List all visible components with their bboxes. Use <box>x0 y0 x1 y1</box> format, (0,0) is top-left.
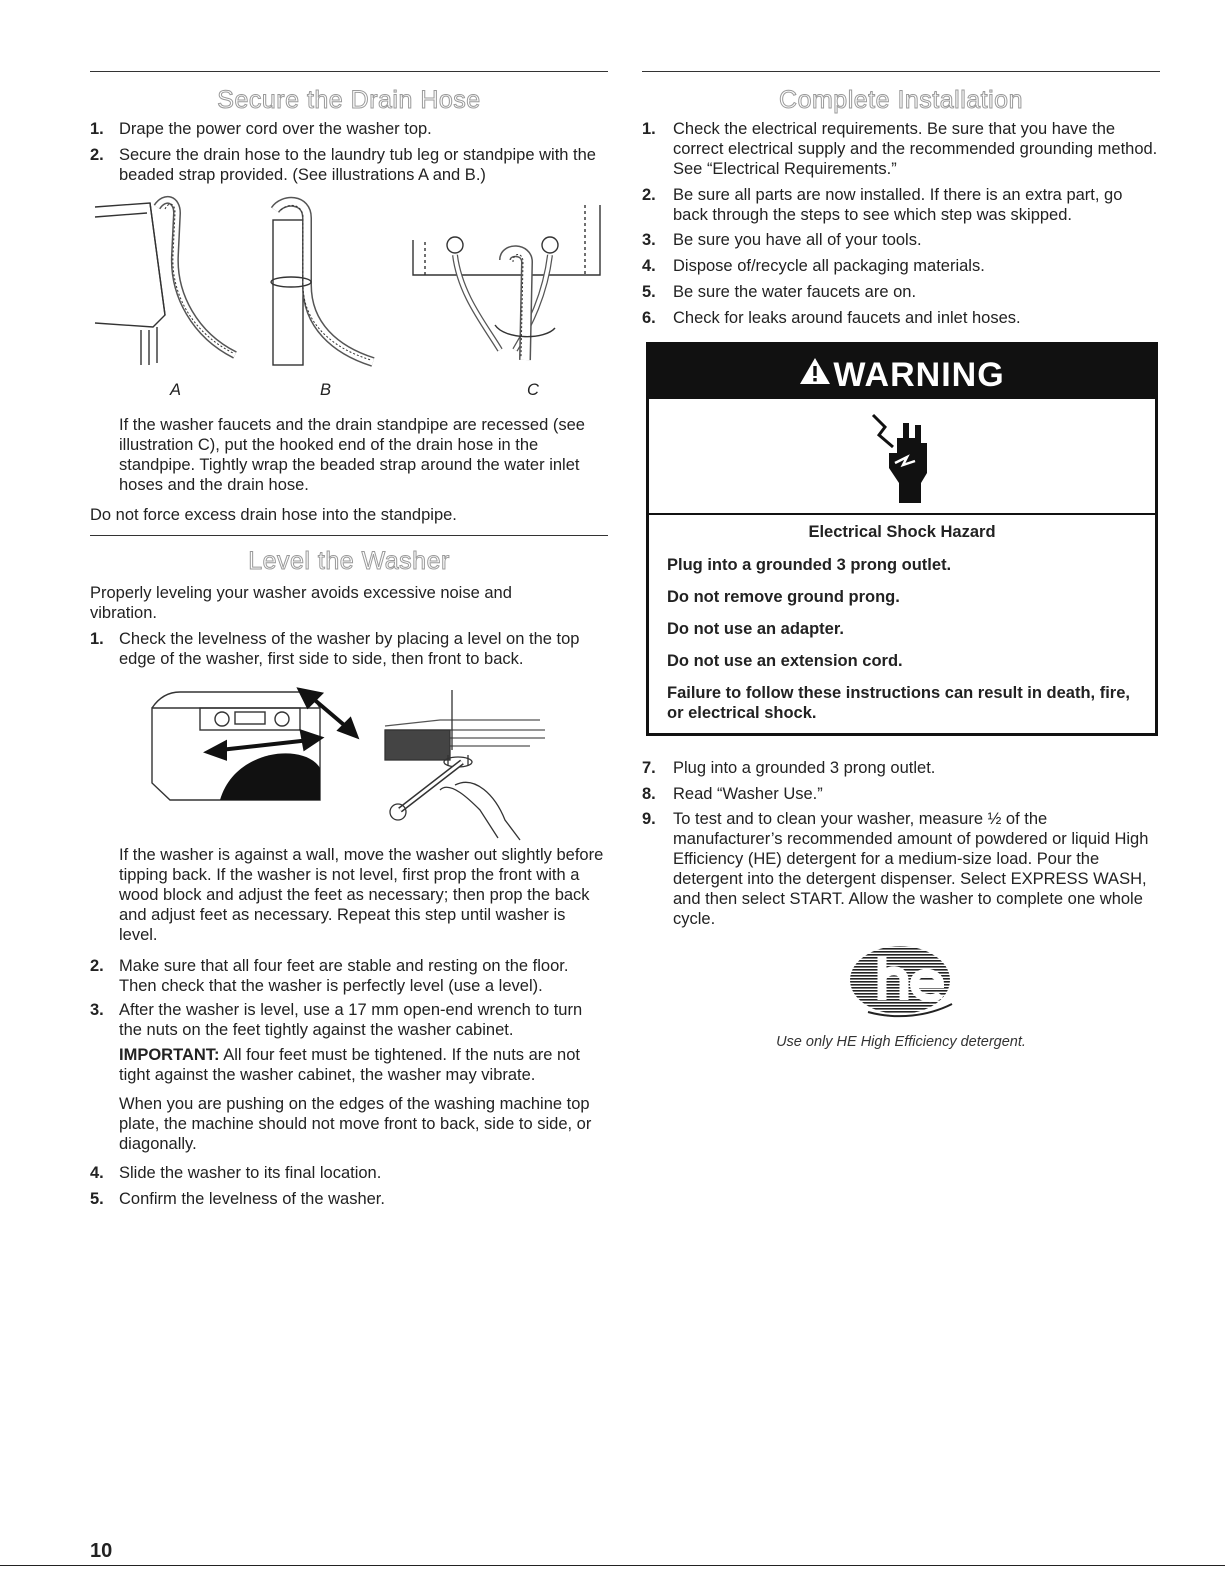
paragraph-do-not-force: Do not force excess drain hose into the standpipe. <box>90 506 457 524</box>
he-logo-icon <box>848 942 958 1022</box>
illustration-a-drain-hose-tub <box>95 195 245 370</box>
illustration-c-recessed-faucets <box>405 200 605 365</box>
figure-label-a: A <box>170 381 182 399</box>
step-right-2: 2. Be sure all parts are now installed. If there is an extra part, go back through the steps to see which step was skipped. <box>642 186 1123 224</box>
step-level-1: 1. Check the levelness of the washer by placing a level on the top edge of the washer, first side to side, then front to back. <box>90 630 580 668</box>
he-detergent-caption: Use only HE High Efficiency detergent. <box>776 1034 1026 1050</box>
section-title-level-washer: Level the Washer <box>248 547 450 575</box>
warning-line-3: Do not use an adapter. <box>667 620 844 638</box>
illustration-b-drain-hose-standpipe <box>255 200 385 370</box>
warning-header-text: WARNING <box>833 356 1005 395</box>
electrical-shock-hand-icon <box>869 413 939 505</box>
warning-line-2: Do not remove ground prong. <box>667 588 900 606</box>
bottom-rule <box>0 1565 1225 1566</box>
step-left-1: 1. Drape the power cord over the washer top. <box>90 120 432 138</box>
page-number: 10 <box>90 1540 113 1562</box>
step-right-9: 9. To test and to clean your washer, measure ½ of the manufacturer’s recommended amount of powdered or liquid High Efficiency (HE) detergent for a medium-size load. Pour the detergent into the detergent dispenser. Select EXPRESS WASH, and then select START. Allow the washer to complete one whole cycle. <box>642 810 1149 928</box>
step-right-3: 3. Be sure you have all of your tools. <box>642 231 922 249</box>
step-right-1: 1. Check the electrical requirements. Be sure that you have the correct electrical supply and the recommended grounding method. See “Electrical Requirements.” <box>642 120 1158 178</box>
paragraph-level-intro: Properly leveling your washer avoids excessive noise and vibration. <box>90 584 512 622</box>
paragraph-important <box>119 1045 609 1085</box>
warning-header <box>649 345 1155 399</box>
figure-label-b: B <box>320 381 332 399</box>
warning-line-1: Plug into a grounded 3 prong outlet. <box>667 556 952 574</box>
warning-line-4: Do not use an extension cord. <box>667 652 903 670</box>
important-label: IMPORTANT: <box>119 1046 220 1064</box>
important-text: All four feet must be tightened. If the nuts are not tight against the washer cabinet, the washer may vibrate. <box>119 1046 580 1084</box>
section-rule-level <box>90 535 608 536</box>
step-right-5: 5. Be sure the water faucets are on. <box>642 283 917 301</box>
section-rule-top-left <box>90 71 608 72</box>
step-right-7: 7. Plug into a grounded 3 prong outlet. <box>642 759 936 777</box>
warning-hazard-title: Electrical Shock Hazard <box>808 523 996 541</box>
step-level-5: 5. Confirm the levelness of the washer. <box>90 1190 385 1208</box>
section-title-complete-installation: Complete Installation <box>779 86 1023 114</box>
step-right-4: 4. Dispose of/recycle all packaging materials. <box>642 257 985 275</box>
paragraph-against-wall: If the washer is against a wall, move the washer out slightly before tipping back. If the washer is not level, first prop the front with a wood block and adjust the feet as necessary; then prop the back and adjust feet as necessary. Repeat this step until washer is level. <box>119 846 604 944</box>
step-level-2: 2. Make sure that all four feet are stable and resting on the floor. Then check that the washer is perfectly level (use a level). <box>90 957 569 995</box>
step-right-8: 8. Read “Washer Use.” <box>642 785 823 803</box>
warning-line-5: Failure to follow these instructions can result in death, fire, or electrical shock. <box>667 684 1130 722</box>
warning-triangle-icon <box>799 347 831 403</box>
paragraph-recessed-faucets: If the washer faucets and the drain standpipe are recessed (see illustration C), put the hooked end of the drain hose in the standpipe. Tightly wrap the beaded strap around the water inlet hoses and the drain hose. <box>119 416 585 494</box>
illustration-washer-level-top <box>150 688 360 803</box>
section-rule-top-right <box>642 71 1160 72</box>
illustration-wrench-foot <box>380 690 550 840</box>
section-title-secure-drain-hose: Secure the Drain Hose <box>217 86 481 114</box>
paragraph-pushing-edges: When you are pushing on the edges of the washing machine top plate, the machine should not move front to back, side to side, or diagonally. <box>119 1095 592 1153</box>
warning-box <box>646 342 1158 736</box>
step-level-4: 4. Slide the washer to its final location. <box>90 1164 382 1182</box>
step-left-2: 2. Secure the drain hose to the laundry tub leg or standpipe with the beaded strap provided. (See illustrations A and B.) <box>90 146 596 184</box>
figure-label-c: C <box>527 381 539 399</box>
warning-icon-area <box>649 399 1155 515</box>
step-level-3: 3. After the washer is level, use a 17 mm open-end wrench to turn the nuts on the feet tightly against the washer cabinet. <box>90 1001 583 1039</box>
step-right-6: 6. Check for leaks around faucets and inlet hoses. <box>642 309 1021 327</box>
